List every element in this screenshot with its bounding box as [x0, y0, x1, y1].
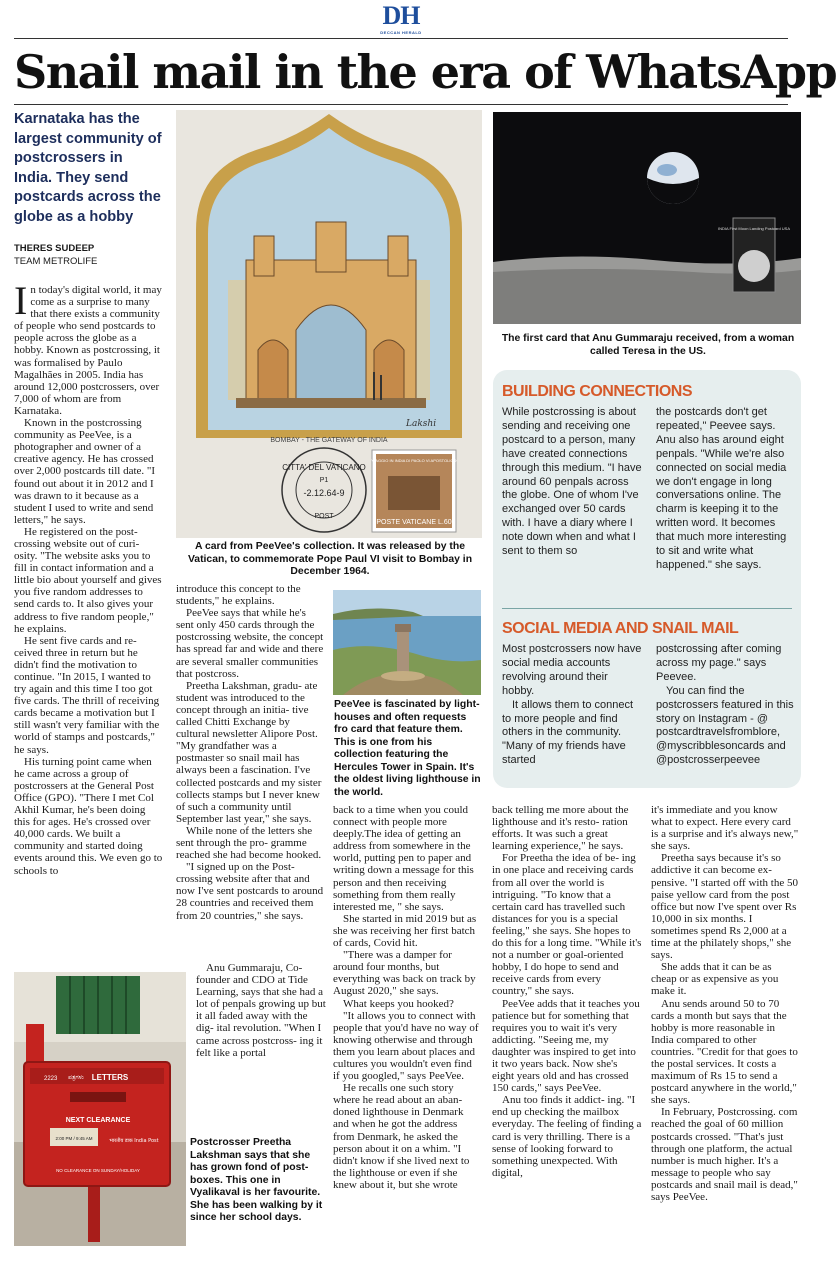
- sidebar-heading-building-connections: BUILDING CONNECTIONS: [502, 383, 692, 400]
- body-paragraph: back to a time when you could connect with people more deeply.The idea of getting an address from somewhere in the world, putting pen to paper and writing down a message for this person and then receiving something from them really interested me, " she says.: [333, 804, 474, 913]
- body-paragraph: He recalls one such story where he read about an aban- doned lighthouse in Denmark and when he got the address from Denmark, he asked the person about it on a whim. "I didn't know if she lived next to the lighthouse or even if she knew about it, but she wrote: [333, 1082, 470, 1191]
- sidebar-s2-left: [502, 643, 642, 768]
- body-paragraph: introduce this concept to the students," he explains.: [176, 583, 301, 608]
- body-paragraph: In today's digital world, it may come as a surprise to many that there exists a community of people who send postcards to people across the globe as a hobby. Known as postcrossing, it was formalised by Paulo Magalhães in 2005. India has around 12,000 postcrossers, over 7,000 of whom are from Karnataka.: [14, 278, 162, 417]
- headline-rule: [14, 104, 788, 105]
- body-paragraph: back telling me more about the lighthouse and it's resto- ration efforts. It was such a great learning experience," he says.: [492, 804, 629, 853]
- body-paragraph: He registered on the post- crossing website out of curi- osity. "The website asks you to fill in contact information and a little bio about yourself and gives you five random addresses to send cards to. It also gives your address to five random people," he explains.: [14, 525, 162, 635]
- postbox-plate-kannada: ಪತ್ರಗಳು: [68, 1074, 84, 1081]
- sidebar-paragraph: postcrossing after coming across my page." says Peevee.: [656, 643, 782, 683]
- postmark-top: CITTA' DEL VATICANO: [282, 463, 366, 472]
- deck: Karnataka has the largest community of postcrossers in India. They send postcards across the globe as a hobby: [14, 111, 162, 225]
- body-paragraph: She started in mid 2019 but as she was receiving her first batch of cards, Covid hit.: [333, 912, 477, 950]
- body-paragraph: "I signed up on the Post- crossing website after that and now I've sent postcards to around 28 countries and received them from 20 countries," she says.: [176, 861, 324, 922]
- lighthouse-svg: [333, 590, 481, 695]
- signature: Lakshi: [406, 419, 437, 429]
- postbox-number: 2223: [44, 1076, 58, 1082]
- lighthouse-image: [333, 590, 481, 695]
- body-paragraph: In February, Postcrossing. com reached the goal of 60 million postcards crossed. "That's just through one platform, the actual number is much higher. It's a message to people who say postcards and snail mail is dead," says PeeVee.: [651, 1106, 798, 1203]
- postbox-plate: LETTERS: [91, 1073, 129, 1082]
- sidebar-s2-right: [656, 643, 794, 768]
- sidebar-s1-right: [656, 406, 794, 573]
- body-paragraph: PeeVee adds that it teaches you patience but for something that requires you to wait it's very addicting. "Seeing me, my daughter was inspired to get into it two years back. Now she's eight years old and has crossed 150 cards," says PeeVee.: [492, 997, 640, 1095]
- postmark-date: -2.12.64-9: [303, 488, 345, 498]
- sidebar-paragraph: While postcrossing is about sending and receiving one postcard to a person, many have created connections through this medium. "I have around 60 penpals across the globe. One of whom I've exchanged over 50 cards with. I have a diary where I note down when and what I sent to them so: [502, 406, 642, 558]
- sidebar-paragraph: It allows them to connect to more people and find others in the community. "Many of my friends have started: [502, 698, 634, 767]
- gateway-postcard-svg: [176, 110, 482, 538]
- postbox-notice: NO CLEARANCE ON SUNDAY/HOLIDAY: [56, 1168, 140, 1173]
- caption-postbox: Postcrosser Preetha Lakshman says that she has grown fond of post- boxes. This one in Vyalikaval is her favourite. She has been walking by it since her school days.: [190, 1137, 323, 1223]
- byline-team: TEAM METROLIFE: [14, 256, 98, 267]
- moon-card-svg: [493, 112, 801, 324]
- body-column-2-cont: [176, 962, 326, 1128]
- body-paragraph: She adds that it can be as cheap or as expensive as you make it.: [651, 961, 779, 998]
- sidebar-paragraph: You can find the postcrossers featured in this story on Instagram - @ postcardtravelsfromblore, @myscribblesoncards and @postcrosserpeevee: [656, 684, 794, 767]
- body-paragraph: Known in the postcrossing community as PeeVee, is a photographer and owner of a creative agency. He has crossed over 2,000 postcards till date. "I found out about it in 2012 and I was drawn to it because as a student I used to write and send letters," he says.: [14, 417, 156, 526]
- moon-stamp-text: INDIA First Moon Landing Postcard USA: [717, 226, 791, 231]
- body-paragraph: For Preetha the idea of be- ing in one place and receiving cards from all over the world is intriguing. "To know that a certain card has travelled such distances for you is a special feeling," she says. She hopes to do this for a long time. "While it's not a number or goal-oriented hobby, I do hope to send and receive cards from every country," she says.: [492, 852, 642, 998]
- dh-logo: DH DECCAN HERALD: [380, 1, 422, 35]
- sidebar-paragraph: the postcards don't get repeated," Peevee says. Anu also has around eight penpals. "While we're also connected on social media we don't engage in long conversations online. The charm is keeping it to the written word. It becomes that much more interesting to sit and write what happened." she says.: [656, 406, 787, 571]
- body-paragraph: His turning point came when he came across a group of postcrossers at the General Post Office (GPO). "There I met Col Akhil Kumar, he's been doing this for ages. He's crossed over 40,000 cards. We built a community and started doing events around this. We even go to schools to: [14, 755, 163, 877]
- stamp-top-text: VIAGGIO IN INDIA DI PAOLO VI APOSTOLICO: [371, 458, 457, 463]
- caption-moon: The first card that Anu Gummaraju received, from a woman called Teresa in the US.: [501, 333, 795, 357]
- byline-name: THERES SUDEEP: [14, 243, 95, 254]
- clearance-times: 2:00 PM / 9:45 AM: [55, 1136, 93, 1141]
- body-paragraph: He sent five cards and re- ceived three in return but he didn't find the motivation to continue. "In 2015, I wanted to try again and this time I too got five cards. The thrill of receiving cards became a motivation but I still wasn't very familiar with the world of stamps and postcards," he says.: [14, 634, 160, 756]
- body-column-5: [651, 804, 799, 1246]
- body-column-3: [333, 804, 481, 1244]
- sidebar-heading-social-media: SOCIAL MEDIA AND SNAIL MAIL: [502, 620, 739, 637]
- india-post-brand: भारतीय डाक India Post: [109, 1138, 159, 1144]
- stamp-value: POSTE VATICANE L.60: [376, 519, 452, 526]
- gateway-postcard-image: [176, 110, 482, 538]
- body-paragraph: PeeVee says that while he's sent only 450 cards through the postcrossing website, the concept has spread far and wide and there are several smaller communities that postcross.: [176, 607, 324, 680]
- body-paragraph: "There was a damper for around four months, but everything was back on track by August 2020," she says.: [333, 949, 476, 998]
- sidebar-s1-left: [502, 406, 642, 559]
- postcard-printed-caption: BOMBAY - THE GATEWAY OF INDIA: [270, 437, 388, 444]
- caption-lighthouse: PeeVee is fascinated by light- houses and often requests fro card that feature them. This is one from his collection featuring the Hercules Tower in Spain. It's the oldest living lighthouse in the world.: [334, 699, 481, 798]
- drop-cap: I: [14, 278, 28, 323]
- body-paragraph: Preetha Lakshman, gradu- ate student was introduced to the concept through an initia- tive called Chitti Exchange by cultural newsletter Alipore Post. "My grandfather was a postmaster so snail mail has always been a fascination. I've collected postcards and my sister collects stamps but I never knew of such a community until September last year," she says.: [176, 679, 322, 825]
- postmark-bottom: POST: [314, 513, 334, 520]
- byline: [14, 242, 164, 268]
- body-paragraph: "It allows you to connect with people that you'd have no way of knowing otherwise and through them you learn about places and cultures you wouldn't even find if you googled," says PeeVee.: [333, 1009, 479, 1083]
- postmark-code: P1: [319, 477, 329, 484]
- body-paragraph: Anu Gummaraju, Co-founder and CDO at Tide Learning, says that she had a lot of penpals growing up but it all faded away with the dig- ital revolution. "When I came across postcross- ing it felt like a portal: [196, 962, 326, 1059]
- body-column-2: [176, 583, 326, 963]
- dh-logo-sub: DECCAN HERALD: [380, 30, 422, 35]
- body-paragraph: While none of the letters she sent through the pro- gramme reached she had become hooked.: [176, 824, 322, 862]
- postbox-svg: [14, 972, 186, 1246]
- body-paragraph: Preetha says because it's so addictive it can become ex- pensive. "I started off with the 50 paise yellow card from the post office but now I've spent over Rs 10,000 in six months. I sometimes spend Rs 2,000 at a time at the philately shops," she says.: [651, 852, 798, 962]
- caption-gateway: A card from PeeVee's collection. It was released by the Vatican, to commemorate Pope Paul VI visit to Bombay in December 1964.: [187, 541, 473, 577]
- sidebar-paragraph: Most postcrossers now have social media accounts revolving around their hobby.: [502, 643, 642, 697]
- sidebar-divider: [502, 608, 792, 609]
- sidebar-box: [493, 370, 801, 788]
- body-paragraph: it's immediate and you know what to expect. Here every card is a surprise and it's always new," she says.: [651, 804, 799, 853]
- next-clearance-label: NEXT CLEARANCE: [65, 1117, 131, 1124]
- body-paragraph: Anu too finds it addict- ing. "I end up checking the mailbox everyday. The feeling of finding a card is very thrilling. There is a sense of looking forward to something unexpected. With digital,: [492, 1094, 642, 1179]
- postbox-image: [14, 972, 186, 1246]
- body-paragraph: What keeps you hooked?: [343, 997, 454, 1010]
- body-paragraph: Anu sends around 50 to 70 cards a month but says that the hobby is more reasonable in India compared to other countries. "Credit for that goes to the postal services. It costs a maximum of Rs 15 to send a postcard anywhere in the world," she says.: [651, 997, 798, 1107]
- headline: Snail mail in the era of WhatsApp: [14, 45, 836, 99]
- top-rule: [14, 38, 788, 39]
- body-column-1: [14, 278, 164, 877]
- masthead: [0, 0, 802, 38]
- body-column-4: [492, 804, 642, 1246]
- moon-card-image: [493, 112, 801, 324]
